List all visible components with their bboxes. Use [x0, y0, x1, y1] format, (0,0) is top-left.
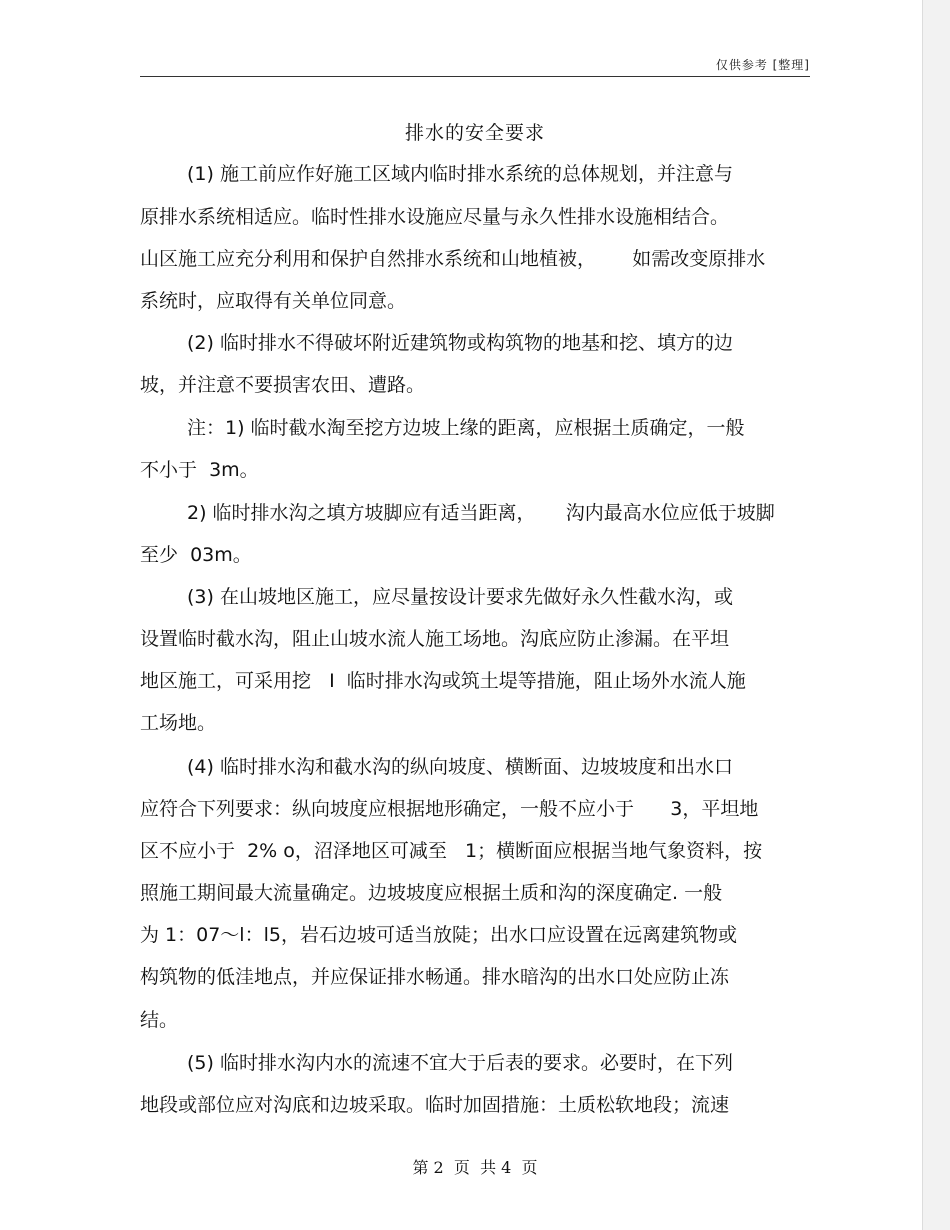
text-line: 地段或部位应对沟底和边坡采取。临时加固措施：土质松软地段；流速: [140, 1094, 730, 1116]
text-line: 2) 临时排水沟之填方坡脚应有适当距离， 沟内最高水位应低于坡脚: [187, 502, 775, 524]
header-note: 仅供参考 [整理]: [715, 58, 810, 72]
text-line: (3) 在山坡地区施工，应尽量按设计要求先做好永久性截水沟，或: [187, 586, 733, 608]
text-line: (5) 临时排水沟内水的流速不宜大于后表的要求。必要时，在下列: [187, 1052, 733, 1074]
text-line: 照施工期间最大流量确定。边坡坡度应根据土质和沟的深度确定. 一般: [140, 882, 723, 904]
text-line: (1) 施工前应作好施工区域内临时排水系统的总体规划，并注意与: [187, 163, 733, 185]
header-rule: [140, 76, 810, 77]
text-line: (4) 临时排水沟和截水沟的纵向坡度、横断面、边坡坡度和出水口: [187, 756, 733, 778]
text-line: 区不应小于 2% o，沼泽地区可减至 1；横断面应根据当地气象资料，按: [140, 840, 763, 862]
page-number: 第 2 页 共 4 页: [412, 1158, 538, 1177]
text-line: 坡，并注意不要损害农田、遭路。: [140, 374, 426, 396]
text-line: 构筑物的低洼地点，并应保证排水畅通。排水暗沟的出水口处应防止冻: [140, 966, 730, 988]
text-line: 注：1) 临时截水淘至挖方边坡上缘的距离，应根据土质确定，一般: [187, 417, 745, 439]
text-line: 至少 03m。: [140, 544, 252, 566]
text-line: 原排水系统相适应。临时性排水设施应尽量与永久性排水设施相结合。: [140, 206, 730, 228]
document-title: 排水的安全要求: [404, 122, 545, 144]
text-line: 应符合下列要求：纵向坡度应根据地形确定，一般不应小于 3，平坦地: [140, 798, 759, 820]
text-line: (2) 临时排水不得破坏附近建筑物或构筑物的地基和挖、填方的边: [187, 332, 733, 354]
text-line: 系统时，应取得有关单位同意。: [140, 290, 407, 312]
text-line: 不小于 3m。: [140, 459, 259, 481]
text-line: 结。: [140, 1009, 179, 1031]
text-line: 工场地。: [140, 712, 217, 734]
text-line: 设置临时截水沟，阻止山坡水流人施工场地。沟底应防止渗漏。在平坦: [140, 628, 730, 650]
text-line: 为 1：07～l：l5，岩石边坡可适当放陡；出水口应设置在远离建筑物或: [140, 924, 737, 946]
text-line: 山区施工应充分利用和保护自然排水系统和山地植被， 如需改变原排水: [140, 248, 766, 270]
text-line: 地区施工，可采用挖 I 临时排水沟或筑土堤等措施，阻止场外水流人施: [140, 670, 746, 692]
